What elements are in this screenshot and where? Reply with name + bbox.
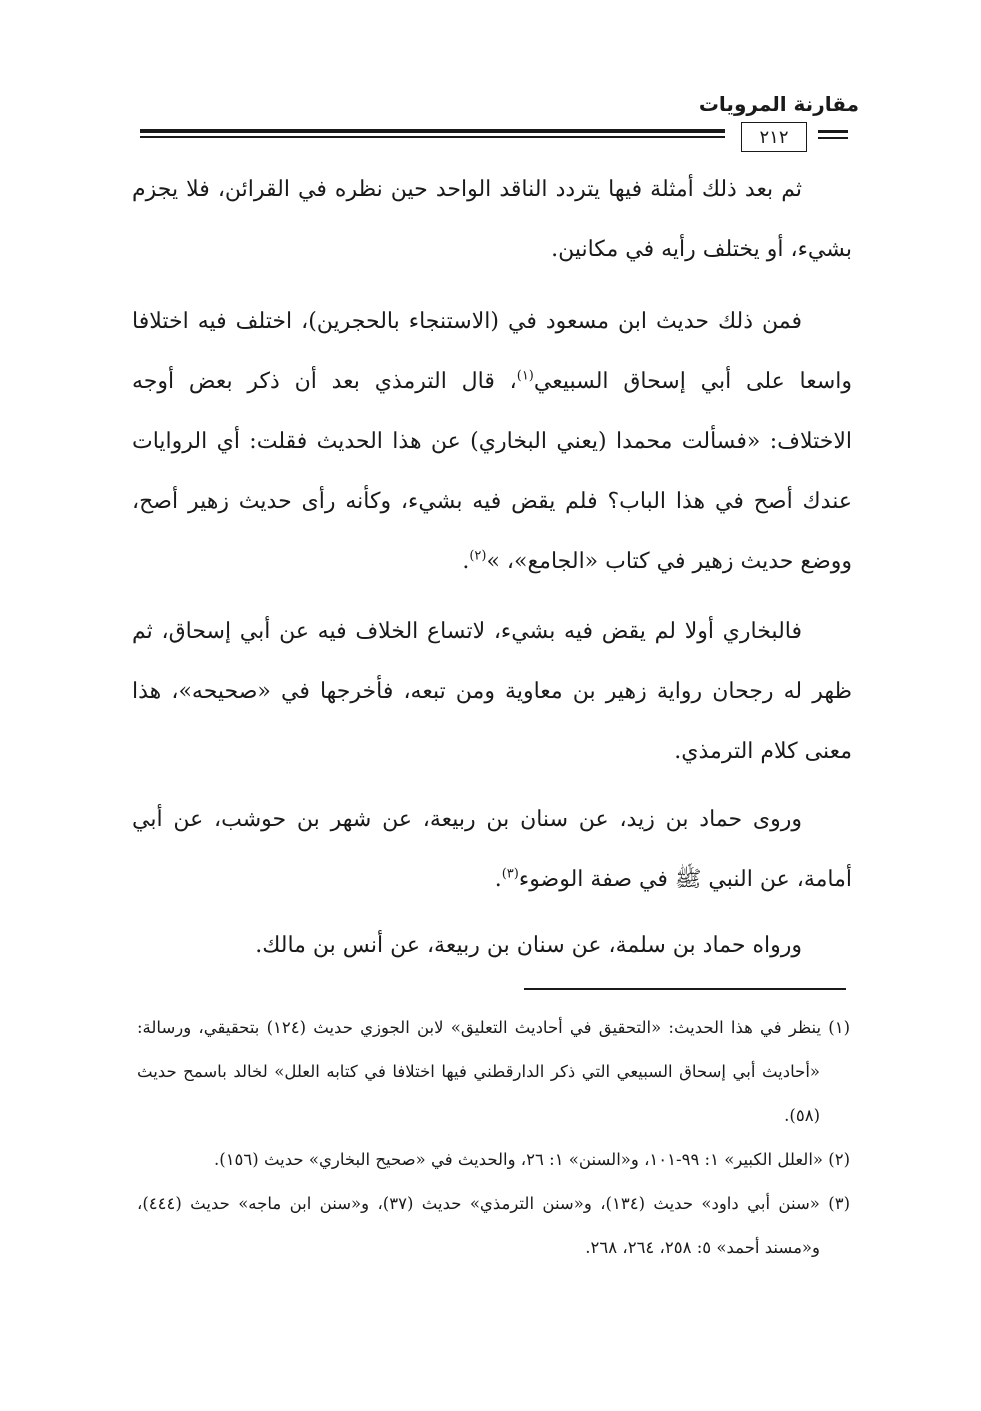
paragraph-3 — [132, 602, 852, 782]
footnote-3: (٣) «سنن أبي داود» حديث (١٣٤)، و«سنن الترمذي» حديث (٣٧)، و«سنن ابن ماجه» حديث (٤٤٤)، و«مسند أحمد» ٥: ٢٥٨، ٢٦٤، ٢٦٨. — [137, 1194, 850, 1257]
paragraph-4 — [132, 790, 852, 910]
running-header-title: مقارنة المرويات — [698, 92, 859, 116]
paragraph-2-text-c: . — [462, 549, 470, 574]
footnote-ref-2[interactable]: (٢) — [469, 548, 487, 564]
paragraph-2 — [132, 292, 852, 592]
header-rule-thin — [140, 136, 725, 138]
paragraph-3-text: فالبخاري أولا لم يقض فيه بشيء، لاتساع الخلاف فيه عن أبي إسحاق، ثم ظهر له رجحان رواية زهير بن معاوية ومن تبعه، فأخرجها في «صحيحه»، هذا معنى كلام الترمذي. — [132, 619, 852, 764]
paragraph-2-text-b: ، قال الترمذي بعد أن ذكر بعض أوجه الاختلاف: «فسألت محمدا (يعني البخاري) عن هذا الحديث فقلت: أي الروايات عندك أصح في هذا الباب؟ فلم يقض فيه بشيء، وكأنه رأى حديث زهير أصح، ووضع حديث زهير في كتاب «الجامع»، » — [132, 369, 852, 574]
footnotes — [137, 1006, 850, 1270]
paragraph-1 — [132, 160, 852, 280]
header-rule-thick — [140, 129, 725, 133]
paragraph-5 — [132, 916, 852, 976]
paragraph-4-text-a: وروى حماد بن زيد، عن سنان بن ربيعة، عن شهر بن حوشب، عن أبي أمامة، عن النبي ﷺ في صفة الوضوء — [132, 807, 852, 892]
page-number — [741, 122, 807, 152]
page-number-text: ٢١٢ — [759, 126, 789, 148]
paragraph-4-text-b: . — [494, 867, 502, 892]
page-number-rule-top — [818, 130, 848, 133]
footnote-2: (٢) «العلل الكبير» ١: ٩٩-١٠١، و«السنن» ١: ٢٦، والحديث في «صحيح البخاري» حديث (١٥٦). — [214, 1150, 850, 1169]
footnote-1: (١) ينظر في هذا الحديث: «التحقيق في أحاديث التعليق» لابن الجوزي حديث (١٢٤) بتحقيقي، ورسالة: «أحاديث أبي إسحاق السبيعي التي ذكر الدارقطني فيها اختلافا في كتابه العلل» لخالد باسمح حديث (٥٨). — [137, 1018, 850, 1125]
paragraph-1-text: ثم بعد ذلك أمثلة فيها يتردد الناقد الواحد حين نظره في القرائن، فلا يجزم بشيء، أو يختلف رأيه في مكانين. — [132, 177, 852, 262]
footnote-ref-1[interactable]: (١) — [516, 368, 534, 384]
footnote-ref-3[interactable]: (٣) — [501, 866, 519, 882]
footnote-separator — [524, 988, 846, 990]
paragraph-2-text-a: فمن ذلك حديث ابن مسعود في (الاستنجاء بالحجرين)، اختلف فيه اختلافا واسعا على أبي إسحاق السبيعي — [132, 309, 853, 394]
page-number-rule-bottom — [818, 137, 848, 139]
paragraph-5-text: ورواه حماد بن سلمة، عن سنان بن ربيعة، عن أنس بن مالك. — [255, 933, 802, 958]
